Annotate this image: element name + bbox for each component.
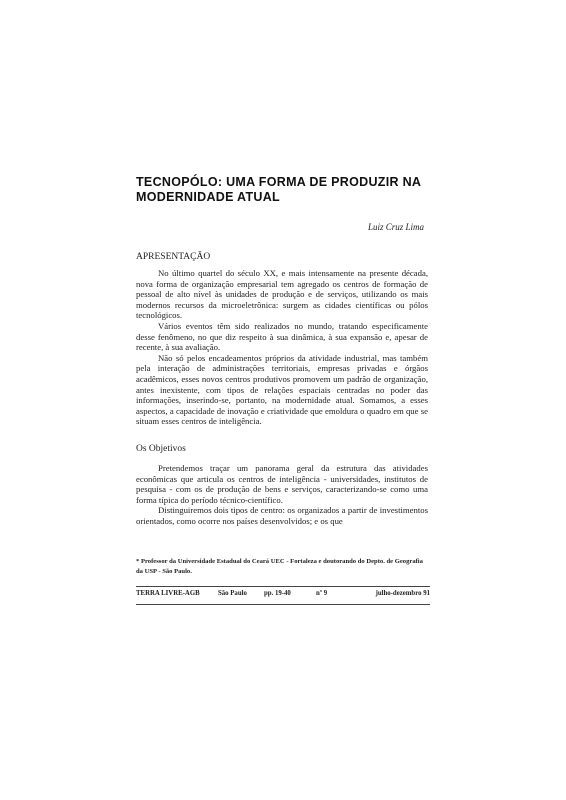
footer-bottom-rule <box>136 604 430 605</box>
author-name: Luiz Cruz Lima <box>367 222 424 232</box>
footer-date: julho-dezembro 91 <box>375 590 430 597</box>
paragraph: Não só pelos encadeamentos próprios da atividade industrial, mas também pela interação de administrações territoriais, empresas privadas e órgãos acadêmicos, esses novos centros produtivos promovem um padrão de organização, antes inexistente, com tipos de relações espaciais centradas no poder das informações, inserindo-se, portanto, na modernidade atual. Somamos, a esses aspectos, a capacidade de inovação e criatividade que emoldura o quadro em que se situam esses centros de inteligência. <box>136 352 428 427</box>
paragraph: Distinguiremos dois tipos de centro: os organizados a partir de investimentos orientados, como ocorre nos países desenvolvidos; e os que <box>136 505 428 526</box>
section-heading-objectives: Os Objetivos <box>136 444 186 454</box>
paragraph: Vários eventos têm sido realizados no mundo, tratando especificamente desse fenômeno, no que diz respeito à sua dinâmica, à sua expansão e, apesar de recente, à sua avaliação. <box>136 320 428 353</box>
paragraph: Pretendemos traçar um panorama geral da estrutura das atividades econômicas que articula os centros de inteligência - universidades, institutos de pesquisa - com os de produção de bens e serviços, caracterizando-se como uma forma típica do período técnico-científico. <box>136 463 428 505</box>
paragraph: No último quartel do século XX, e mais intensamente na presente década, nova forma de organização empresarial tem agregado os centros de formação de pessoal de alto nível às unidades de produção e de serviços, utilizando os mais modernos recursos da microeletrônica: surgem as cidades científicas ou pólos tecnológicos. <box>136 268 428 321</box>
article-title-line-2: MODERNIDADE ATUAL <box>136 190 280 204</box>
footer-pages: pp. 19-40 <box>264 590 291 597</box>
presentation-body <box>136 268 428 427</box>
objectives-body <box>136 463 428 527</box>
footer-city: São Paulo <box>218 590 247 597</box>
article-title <box>136 175 436 205</box>
section-heading-presentation: APRESENTAÇÃO <box>136 252 211 262</box>
footer-top-rule <box>136 586 430 587</box>
footer-number: nº 9 <box>316 590 328 597</box>
article-title-line-1: TECNOPÓLO: UMA FORMA DE PRODUZIR NA <box>136 175 422 189</box>
footnote: * Professor da Universidade Estadual do Ceará UEC - Fortaleza e doutorando do Depto. de Geografia da USP - São Paulo. <box>136 558 423 575</box>
footer-journal: TERRA LIVRE-AGB <box>136 590 200 597</box>
journal-footer <box>136 590 430 604</box>
